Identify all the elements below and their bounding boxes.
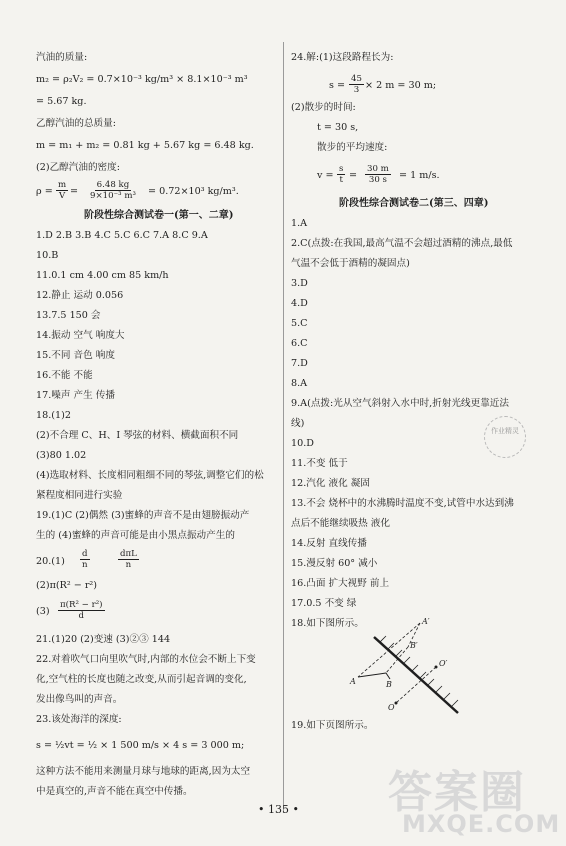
fraction-numerator: 6.48 kg — [96, 180, 130, 190]
text-line: 5.C — [291, 318, 308, 329]
text-line: 14.振动 空气 响度大 — [36, 330, 125, 341]
text-line: 13.7.5 150 会 — [36, 310, 101, 321]
text-line: 7.D — [291, 358, 308, 369]
fraction-denominator: n — [125, 560, 132, 570]
section-heading: 阶段性综合测试卷一(第一、二章) — [84, 210, 234, 221]
equals-sign: = — [349, 170, 358, 181]
text-line: 这种方法不能用来测量月球与地球的距离,因为太空 — [36, 766, 251, 777]
text-line: 气温不会低于酒精的凝固点) — [291, 258, 410, 269]
stamp-text: 作业精灵 — [491, 427, 519, 435]
text-line: 15.不同 音色 响度 — [36, 350, 115, 361]
formula-result: × 2 m = 30 m; — [365, 80, 437, 91]
formula-lhs: s = — [329, 80, 346, 91]
label-b-prime: B′ — [410, 641, 418, 650]
label-a: A — [350, 677, 356, 686]
fraction-denominator: 9×10⁻³ m³ — [90, 191, 136, 201]
fraction — [80, 549, 90, 570]
text-line: 汽油的质量: — [36, 52, 88, 63]
fraction-denominator: t — [339, 175, 343, 185]
fraction-numerator: m — [58, 180, 67, 190]
text-line: 22.对着吹气口向里吹气时,内部的水位会不断上下变 — [36, 654, 256, 665]
fraction-denominator: 30 s — [368, 175, 387, 185]
text-line: 9.A(点拨:光从空气斜射入水中时,折射光线更靠近法 — [291, 398, 509, 409]
formula-result: = 1 m/s. — [399, 170, 440, 181]
fraction — [337, 164, 345, 185]
text-line: 发出像鸟叫的声音。 — [36, 694, 123, 705]
watermark-logo — [388, 756, 561, 844]
text-line: 17.0.5 不变 绿 — [291, 598, 357, 609]
text-line: 1.A — [291, 218, 308, 229]
text-line: 20.(1) — [36, 556, 65, 567]
text-line: (2)散步的时间: — [291, 102, 356, 113]
fraction-numerator: 30 m — [367, 164, 389, 174]
text-line: m₂ = ρ₂V₂ = 0.7×10⁻³ kg/m³ × 8.1×10⁻³ m³ — [36, 74, 248, 85]
density-lhs: ρ = — [36, 186, 53, 197]
text-line: 紧程度相同进行实验 — [36, 490, 123, 501]
text-line: 4.D — [291, 298, 308, 309]
watermark-text: 答案圈 — [388, 767, 526, 818]
stamp-seal — [484, 416, 526, 458]
text-line: 6.C — [291, 338, 308, 349]
formula-lhs: v = — [317, 170, 334, 181]
text-line: (3)80 1.02 — [36, 450, 87, 461]
fraction-numerator: 45 — [351, 74, 362, 84]
text-line: 点后不能继续吸热 液化 — [291, 518, 390, 529]
text-line: 24.解:(1)这段路程长为: — [291, 52, 394, 63]
text-line: s = ½vt = ½ × 1 500 m/s × 4 s = 3 000 m; — [36, 740, 245, 751]
fraction — [56, 180, 68, 201]
text-line: 2.C(点拨:在我国,最高气温不会超过酒精的沸点,最低 — [291, 238, 513, 249]
label-a-prime: A′ — [422, 617, 430, 626]
equals-sign: = — [70, 186, 79, 197]
label-b: B — [386, 680, 392, 689]
text-line: 10.D — [291, 438, 314, 449]
text-line: 23.该处海洋的深度: — [36, 714, 122, 725]
text-line: 生的 (4)蜜蜂的声音可能是由小黑点振动产生的 — [36, 530, 235, 541]
text-line: 16.凸面 扩大视野 前上 — [291, 578, 390, 589]
text-line: 1.D 2.B 3.B 4.C 5.C 6.C 7.A 8.C 9.A — [36, 230, 208, 241]
text-line: (4)选取材料、长度相同粗细不同的琴弦,调整它们的松 — [36, 470, 264, 481]
text-line: 19.如下页图所示。 — [291, 720, 374, 731]
text-line: (2)π(R² − r²) — [36, 580, 98, 591]
text-line: 12.静止 运动 0.056 — [36, 290, 124, 301]
mirror-figure — [336, 615, 466, 715]
fraction-denominator: 3 — [353, 85, 360, 95]
text-line: m = m₁ + m₂ = 0.81 kg + 5.67 kg = 6.48 kg. — [36, 140, 254, 151]
text-line: 中是真空的,声音不能在真空中传播。 — [36, 786, 193, 797]
text-line: 线) — [291, 418, 305, 429]
section-heading: 阶段性综合测试卷二(第三、四章) — [339, 198, 489, 209]
text-line: 13.不会 烧杯中的水沸腾时温度不变,试管中水达到沸 — [291, 498, 514, 509]
fraction — [118, 549, 139, 570]
column-divider — [283, 42, 284, 812]
text-line: 14.反射 直线传播 — [291, 538, 367, 549]
text-line: 化,空气柱的长度也随之改变,从而引起音调的变化, — [36, 674, 247, 685]
text-line: (2)不合理 C、H、I 琴弦的材料、横截面积不同 — [36, 430, 239, 441]
fraction-numerator: s — [339, 164, 344, 174]
text-line: 11.不变 低于 — [291, 458, 348, 469]
text-line: 19.(1)C (2)偶然 (3)蜜蜂的声音不是由翅膀振动产 — [36, 510, 250, 521]
text-line: 18.如下图所示。 — [291, 618, 364, 629]
fraction — [88, 180, 138, 201]
text-line: 11.0.1 cm 4.00 cm 85 km/h — [36, 270, 169, 281]
fraction — [365, 164, 391, 185]
text-line: 12.汽化 液化 凝固 — [291, 478, 370, 489]
text-line: (2)乙醇汽油的密度: — [36, 162, 120, 173]
fraction-denominator: d — [78, 611, 84, 621]
mirror-hatching — [380, 636, 458, 706]
fraction-numerator: dπL — [120, 549, 137, 559]
text-line: 3.D — [291, 278, 308, 289]
label-o: O — [388, 703, 395, 712]
text-line: 8.A — [291, 378, 308, 389]
text-line: = 5.67 kg. — [36, 96, 87, 107]
text-line: t = 30 s, — [317, 122, 359, 133]
text-line: (3) — [36, 606, 50, 617]
label-o-prime: O′ — [439, 659, 448, 668]
density-result: = 0.72×10³ kg/m³. — [148, 186, 239, 197]
text-line: 16.不能 不能 — [36, 370, 93, 381]
text-line: 15.漫反射 60° 减小 — [291, 558, 378, 569]
text-line: 18.(1)2 — [36, 410, 71, 421]
fraction — [349, 74, 364, 95]
fraction-denominator: n — [82, 560, 88, 570]
text-line: 17.噪声 产生 传播 — [36, 390, 115, 401]
page-number: • 135 • — [258, 803, 299, 816]
text-line: 21.(1)20 (2)变速 (3)②③ 144 — [36, 634, 171, 645]
fraction-numerator: d — [82, 549, 88, 559]
text-line: 10.B — [36, 250, 59, 261]
fraction — [58, 600, 105, 621]
fraction-denominator: V — [58, 191, 66, 201]
text-line: 散步的平均速度: — [317, 142, 388, 153]
watermark-url: MXQE.COM — [402, 810, 561, 838]
text-line: 乙醇汽油的总质量: — [36, 118, 116, 129]
fraction-numerator: π(R² − r²) — [60, 600, 103, 610]
